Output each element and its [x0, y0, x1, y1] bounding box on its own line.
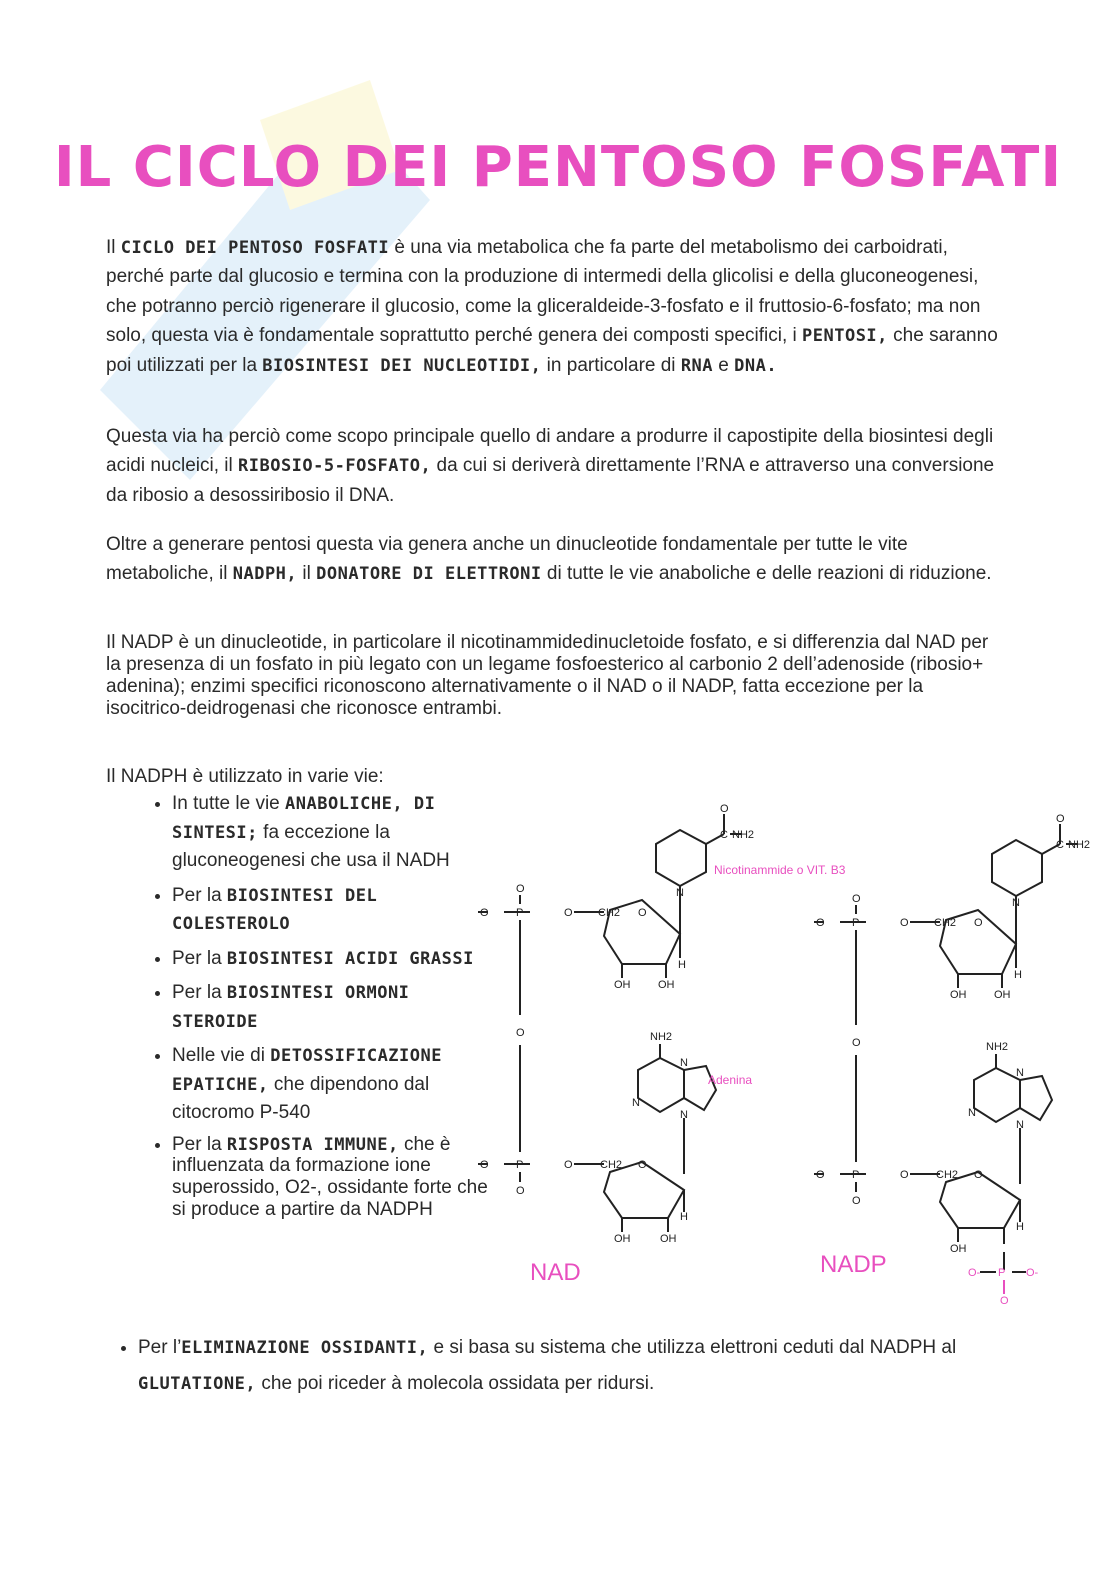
atom-label: P — [516, 1159, 524, 1171]
atom-label: O — [720, 803, 729, 815]
atom-label: P — [852, 1169, 860, 1181]
atom-label: CH2 — [598, 907, 621, 919]
atom-label: H — [678, 959, 686, 971]
paragraph-nadp: Il NADP è un dinucleotide, in particolare il nicotinammidedinucletoide fosfato, e si differenzia dal NAD per la presenza di un fosfato in più legato con un legame fosfoesterico al carbonio 2 dell’adenoside (ribosio+ adenina); enzimi specifici riconoscono alternativamente o il NAD o il NADP, fatta eccezione per la isocitrico-deidrogenasi che riconosce entrambi. — [106, 632, 989, 719]
atom-label: O — [516, 883, 525, 895]
atom-label: NH2 — [1068, 839, 1091, 851]
atom-label: O — [852, 893, 861, 905]
list-item: • Per la BIOSINTESI DEL COLESTEROLO — [172, 882, 492, 939]
atom-label: O — [1056, 813, 1065, 825]
adenine-label: Adenina — [708, 1073, 753, 1087]
paragraph-uses-intro: Il NADPH è utilizzato in varie vie: — [106, 766, 384, 787]
atom-label: O- — [1026, 1267, 1039, 1279]
atom-label: CH2 — [600, 1159, 623, 1171]
nad-nadp-structure-diagram — [470, 800, 1110, 1320]
nadp-label: NADP — [820, 1251, 887, 1278]
atom-label: O — [1000, 1295, 1009, 1307]
paragraph-purpose: Questa via ha perciò come scopo principale quello di andare a produrre il capostipite della biosintesi degli acidi nucleici, il RIBOSIO-5-FOSFATO, da cui si deriverà direttamente l’RNA e attraverso una conversione da ribosio a desossiribosio il DNA. — [106, 426, 995, 506]
atom-label: O — [852, 1037, 861, 1049]
paragraph-nadph: Oltre a generare pentosi questa via genera anche un dinucleotide fondamentale per tutte le vite metaboliche, il NADPH, il DONATORE DI ELETTRONI di tutte le vie anaboliche e delle reazioni di riduzione. — [106, 534, 992, 585]
atom-label: OH — [950, 1243, 967, 1255]
atom-label: O — [638, 907, 647, 919]
list-item: • Per la BIOSINTESI ACIDI GRASSI — [172, 945, 492, 974]
atom-label: O — [480, 1159, 489, 1171]
atom-label: H — [680, 1211, 688, 1223]
atom-label: H — [1014, 969, 1022, 981]
atom-label: NH2 — [732, 829, 755, 841]
list-item: • Per la RISPOSTA IMMUNE, che è influenzata da formazione ione superossido, O2-, ossidante forte che si produce a partire da NADPH — [172, 1134, 492, 1221]
paragraph-intro: Il CICLO DEI PENTOSO FOSFATI è una via metabolica che fa parte del metabolismo dei carboidrati, perché parte dal glucosio e termina con la produzione di intermedi della glicolisi e della gluconeogenesi, che potranno perciò rigenerare il glucosio, come la gliceraldeide-3-fosfato e il fruttosio-6-fosfato; ma non solo, questa via è fondamentale soprattutto perché genera dei composti specifici, i PENTOSI, che saranno poi utilizzati per la BIOSINTESI DEI NUCLEOTIDI, in particolare di RNA e DNA. — [106, 237, 998, 376]
atom-label: OH — [660, 1233, 677, 1245]
atom-label: P — [852, 917, 860, 929]
atom-label: N — [1016, 1119, 1024, 1131]
atom-label: O — [900, 917, 909, 929]
atom-label: N — [968, 1107, 976, 1119]
atom-label: N — [632, 1097, 640, 1109]
uses-list-last — [106, 1330, 1038, 1402]
nicotinamide-label: Nicotinammide o VIT. B3 — [714, 863, 846, 877]
list-item: • Nelle vie di DETOSSIFICAZIONE EPATICHE, che dipendono dal citocromo P-540 — [172, 1042, 492, 1128]
atom-label: OH — [614, 979, 631, 991]
atom-label: OH — [614, 1233, 631, 1245]
atom-label: O — [852, 1195, 861, 1207]
atom-label: H — [1016, 1221, 1024, 1233]
atom-label: N — [680, 1057, 688, 1069]
atom-label: CH2 — [934, 917, 957, 929]
atom-label: C — [1056, 839, 1064, 851]
nad-label: NAD — [530, 1259, 581, 1286]
atom-label: OH — [994, 989, 1011, 1001]
atom-label: P — [998, 1267, 1006, 1279]
page-title: IL CICLO DEI PENTOSO FOSFATI — [53, 135, 1063, 200]
atom-label: O — [564, 907, 573, 919]
atom-label: O — [974, 917, 983, 929]
atom-label: O — [564, 1159, 573, 1171]
atom-label: N — [676, 887, 684, 899]
atom-label: O — [974, 1169, 983, 1181]
atom-label: O — [638, 1159, 647, 1171]
uses-list — [140, 790, 492, 1227]
atom-label: O — [516, 1185, 525, 1197]
atom-label: OH — [658, 979, 675, 991]
atom-label: O — [480, 907, 489, 919]
atom-label: NH2 — [650, 1031, 673, 1043]
list-item: • In tutte le vie ANABOLICHE, DI SINTESI; fa eccezione la gluconeogenesi che usa il NADH — [172, 790, 492, 876]
atom-label: OH — [950, 989, 967, 1001]
atom-label: O — [900, 1169, 909, 1181]
atom-label: CH2 — [936, 1169, 959, 1181]
atom-label: O — [816, 917, 825, 929]
atom-label: N — [1012, 897, 1020, 909]
atom-label: O — [516, 1027, 525, 1039]
atom-label: N — [1016, 1067, 1024, 1079]
atom-label: O — [816, 1169, 825, 1181]
list-item: • Per la BIOSINTESI ORMONI STEROIDE — [172, 979, 492, 1036]
atom-label: N — [680, 1109, 688, 1121]
atom-label: O- — [968, 1267, 981, 1279]
atom-label: P — [516, 907, 524, 919]
atom-label: NH2 — [986, 1041, 1009, 1053]
list-item: • Per l’ELIMINAZIONE OSSIDANTI, e si basa su sistema che utilizza elettroni ceduti dal NADPH al GLUTATIONE, che poi riceder à molecola ossidata per ridursi. — [138, 1330, 1038, 1402]
atom-label: C — [720, 829, 728, 841]
